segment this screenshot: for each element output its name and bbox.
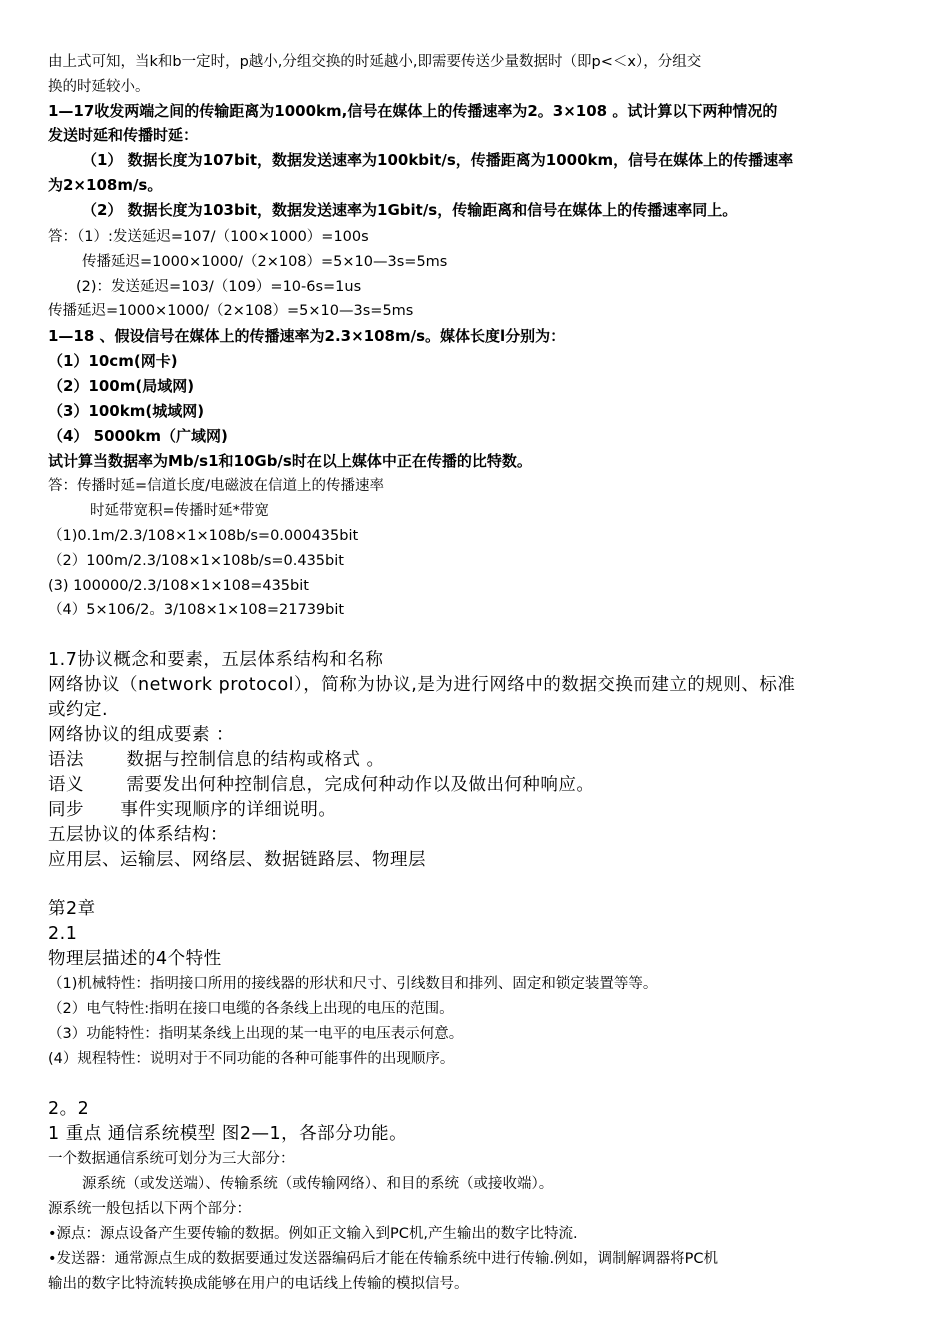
list-item: （3）功能特性：指明某条线上出现的某一电平的电压表示何意。 [48, 1026, 464, 1042]
body-text: 或约定. [48, 700, 109, 720]
section-heading: 物理层描述的4个特性 [48, 949, 222, 969]
body-text: 五层协议的体系结构： [48, 825, 228, 845]
body-text: 语法 数据与控制信息的结构或格式 。 [48, 750, 385, 770]
question-item: （4） 5000km（广域网) [48, 427, 228, 445]
answer-line: (3) 100000/2.3/108×1×108=435bit [48, 578, 309, 594]
question-item: （2） 数据长度为103bit，数据发送速率为1Gbit/s，传输距离和信号在媒体上的传播速率同上。 [82, 201, 738, 219]
question-item: （3）100km(城域网) [48, 402, 205, 420]
bullet-item: •发送器：通常源点生成的数据要通过发送器编码后才能在传输系统中进行传输.例如，调制解调器将PC机 [48, 1251, 719, 1267]
answer-line: 答：传播时延=信道长度/电磁波在信道上的传播速率 [48, 478, 385, 494]
body-text: 语义 需要发出何种控制信息，完成何种动作以及做出何种响应。 [48, 775, 595, 795]
list-item: （1)机械特性：指明接口所用的接线器的形状和尺寸、引线数目和排列、固定和锁定装置等等。 [48, 976, 658, 992]
question-heading: 试计算当数据率为Mb/s1和10Gb/s时在以上媒体中正在传播的比特数。 [48, 452, 532, 470]
question-heading: 1—17收发两端之间的传输距离为1000km,信号在媒体上的传播速率为2。3×108 。试计算以下两种情况的 [48, 102, 778, 120]
chapter-heading: 第2章 [48, 899, 96, 919]
body-text: 网络协议的组成要素 ： [48, 725, 235, 745]
body-text: 源系统一般包括以下两个部分： [48, 1201, 251, 1217]
question-item: （2）100m(局域网) [48, 377, 195, 395]
question-item: （1）10cm(网卡) [48, 352, 178, 370]
answer-line: （2）100m/2.3/108×1×108b/s=0.435bit [48, 553, 344, 569]
bullet-item: •源点：源点设备产生要传输的数据。例如正文输入到PC机,产生输出的数字比特流. [48, 1226, 578, 1242]
body-text: 应用层、运输层、网络层、数据链路层、物理层 [48, 850, 426, 870]
question-item: 为2×108m/s。 [48, 176, 163, 194]
answer-line: （4）5×106/2。3/108×1×108=21739bit [48, 602, 345, 618]
text-line: 由上式可知，当k和b一定时，p越小,分组交换的时延越小,即需要传送少量数据时（即p<＜x），分组交 [48, 54, 702, 70]
section-number: 2。2 [48, 1099, 90, 1119]
body-text: 一个数据通信系统可划分为三大部分： [48, 1151, 295, 1167]
text-line: 换的时延较小。 [48, 79, 150, 95]
answer-line: 传播延迟=1000×1000/（2×108）=5×10—3s=5ms [48, 303, 414, 319]
bullet-item: 输出的数字比特流转换成能够在用户的电话线上传输的模拟信号。 [48, 1276, 469, 1292]
section-number: 2.1 [48, 924, 78, 944]
answer-line: （1)0.1m/2.3/108×1×108b/s=0.000435bit [48, 528, 359, 544]
list-item: (4）规程特性：说明对于不同功能的各种可能事件的出现顺序。 [48, 1051, 455, 1067]
list-item: （2）电气特性:指明在接口电缆的各条线上出现的电压的范围。 [48, 1001, 454, 1017]
section-heading: 1.7协议概念和要素，五层体系结构和名称 [48, 650, 384, 670]
body-text: 同步 事件实现顺序的详细说明。 [48, 800, 337, 820]
answer-line: (2)：发送延迟=103/（109）=10-6s=1us [76, 279, 362, 295]
section-heading: 1 重点 通信系统模型 图2—1，各部分功能。 [48, 1124, 408, 1144]
body-text: 网络协议（network protocol），简称为协议,是为进行网络中的数据交换而建立的规则、标准 [48, 675, 796, 695]
answer-line: 时延带宽积=传播时延*带宽 [90, 503, 269, 519]
question-heading: 1—18 、假设信号在媒体上的传播速率为2.3×108m/s。媒体长度l分别为： [48, 327, 566, 345]
body-text: 源系统（或发送端）、传输系统（或传输网络）、和目的系统（或接收端）。 [82, 1176, 554, 1192]
answer-line: 答：（1）:发送延迟=107/（100×1000）=100s [48, 229, 369, 245]
answer-line: 传播延迟=1000×1000/（2×108）=5×10—3s=5ms [82, 254, 448, 270]
question-item: （1） 数据长度为107bit，数据发送速率为100kbit/s，传播距离为1000km，信号在媒体上的传播速率 [82, 151, 794, 169]
question-heading: 发送时延和传播时延： [48, 126, 199, 144]
